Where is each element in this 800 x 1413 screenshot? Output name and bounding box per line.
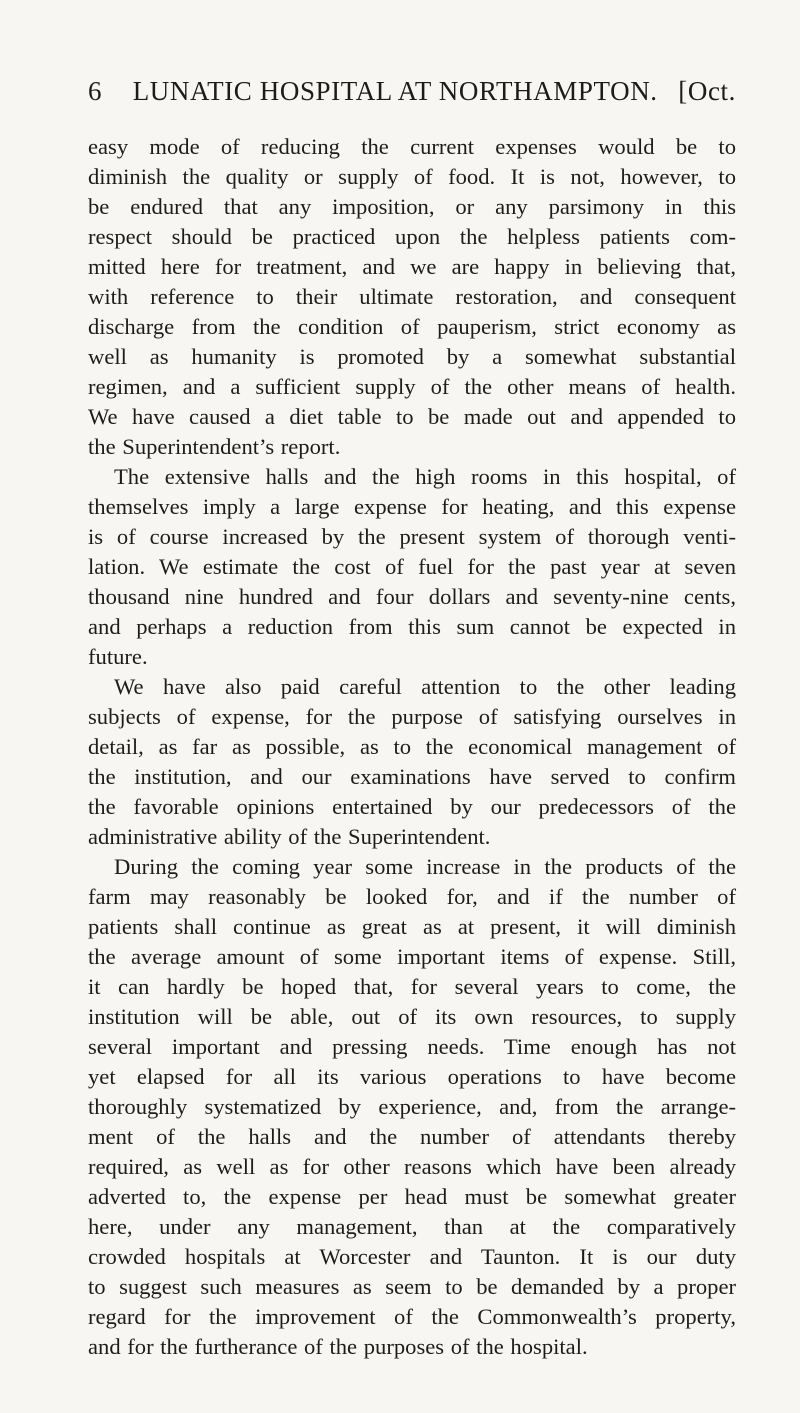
text-line: and for the furtherance of the purposes of the hospital. [88,1334,588,1359]
text-line: it can hardly be hoped that, for several years to come, the [88,974,736,999]
text-line: be endured that any imposition, or any parsimony in this [88,194,736,219]
text-line: lation. We estimate the cost of fuel for the past year at seven [88,554,736,579]
text-line: future. [88,644,148,669]
text-line: easy mode of reducing the current expenses would be to [88,134,736,159]
text-line: well as humanity is promoted by a somewhat substantial [88,344,736,369]
text-line: ment of the halls and the number of attendants thereby [88,1124,736,1149]
text-line: with reference to their ultimate restoration, and consequent [88,284,736,309]
text-line: We have also paid careful attention to the other leading [114,674,736,699]
text-line: yet elapsed for all its various operations to have become [88,1064,736,1089]
running-title: LUNATIC HOSPITAL AT NORTHAMPTON. [132,76,658,106]
text-line: farm may reasonably be looked for, and if the number of [88,884,736,909]
text-line: patients shall continue as great as at present, it will diminish [88,914,736,939]
page-number: 6 [88,76,103,106]
text-line: required, as well as for other reasons which have been already [88,1154,736,1179]
text-line: to suggest such measures as seem to be demanded by a proper [88,1274,736,1299]
text-line: regard for the improvement of the Commonwealth’s property, [88,1304,736,1329]
text-line: The extensive halls and the high rooms in this hospital, of [114,464,736,489]
text-line: subjects of expense, for the purpose of satisfying ourselves in [88,704,736,729]
text-line: regimen, and a sufficient supply of the other means of health. [88,374,736,399]
text-line: thoroughly systematized by experience, and, from the arrange- [88,1094,736,1119]
text-line: is of course increased by the present system of thorough venti- [88,524,736,549]
text-line: institution will be able, out of its own resources, to supply [88,1004,736,1029]
text-line: discharge from the condition of pauperism, strict economy as [88,314,736,339]
running-date: [Oct. [678,76,736,106]
text-line: the institution, and our examinations have served to confirm [88,764,736,789]
text-line: several important and pressing needs. Time enough has not [88,1034,736,1059]
text-line: the average amount of some important items of expense. Still, [88,944,736,969]
text-line: detail, as far as possible, as to the economical management of [88,734,736,759]
text-line: We have caused a diet table to be made out and appended to [88,404,736,429]
text-line: themselves imply a large expense for heating, and this expense [88,494,736,519]
text-line: the favorable opinions entertained by our predecessors of the [88,794,736,819]
text-line: here, under any management, than at the comparatively [88,1214,736,1239]
text-line: crowded hospitals at Worcester and Taunton. It is our duty [88,1244,736,1269]
body-text [88,132,736,1362]
text-line: diminish the quality or supply of food. It is not, however, to [88,164,736,189]
text-line: the Superintendent’s report. [88,434,341,459]
text-line: administrative ability of the Superintendent. [88,824,491,849]
text-line: and perhaps a reduction from this sum cannot be expected in [88,614,736,639]
text-line: During the coming year some increase in the products of the [114,854,736,879]
text-line: mitted here for treatment, and we are happy in believing that, [88,254,736,279]
text-line: thousand nine hundred and four dollars and seventy-nine cents, [88,584,736,609]
text-line: respect should be practiced upon the helpless patients com- [88,224,736,249]
text-line: adverted to, the expense per head must be somewhat greater [88,1184,736,1209]
running-head [88,76,736,116]
